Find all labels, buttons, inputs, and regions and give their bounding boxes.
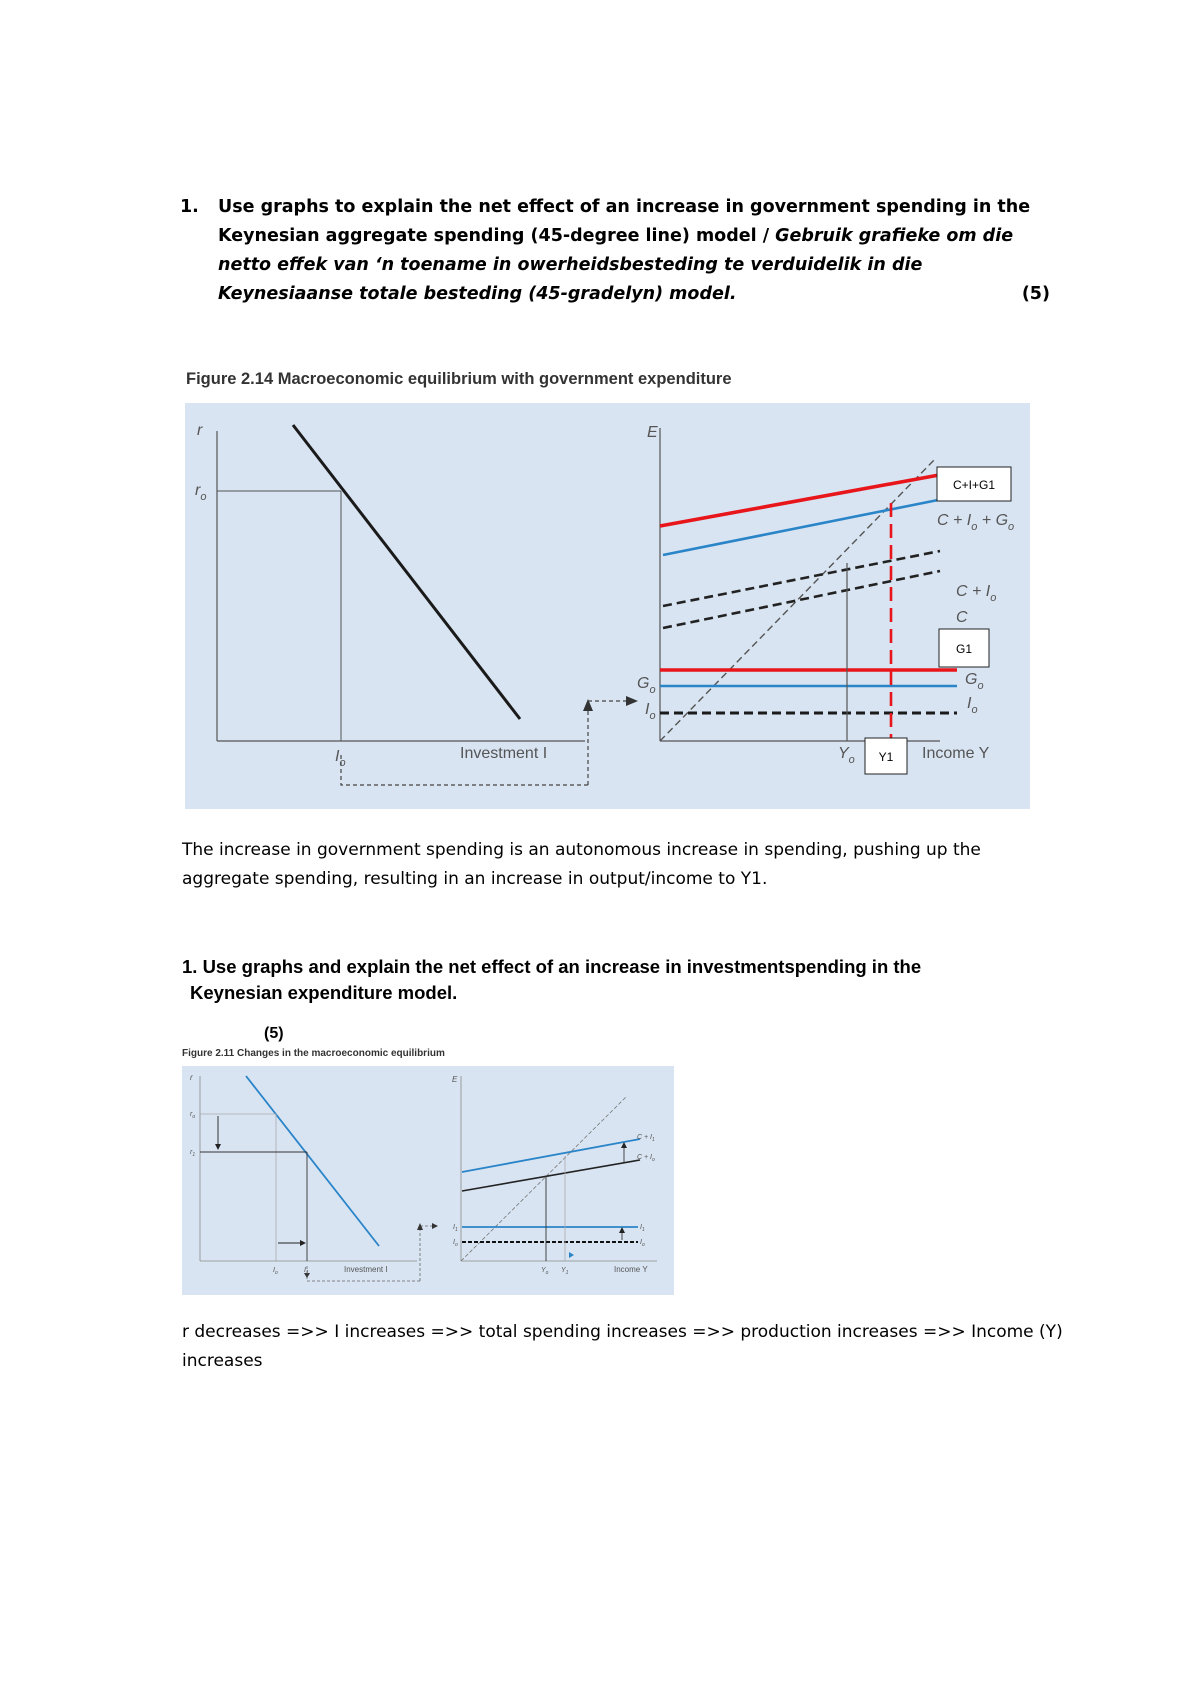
consumption-line-label: C	[956, 609, 968, 626]
expenditure-2-x-label: Income Y	[614, 1265, 648, 1274]
expenditure-x-label: Income Y	[922, 745, 990, 762]
investment-y-label: r	[197, 422, 203, 439]
y0-axis-label: $Y_o$	[838, 745, 855, 766]
question-1-number: 1.	[180, 197, 199, 217]
y0-axis-label-2: $Y_o$	[541, 1267, 549, 1276]
c-plus-i0-plus-g0-line-label: $C + I_o + G_o$	[937, 512, 1015, 533]
question-1-text-afrikaans: Gebruik grafieke om die netto effek van ‘n toename in owerheidsbesteding te verduidelik in die Keynesiaanse totale besteding (45-gradelyn) model.	[218, 226, 1014, 304]
g1-annotation-box	[939, 629, 989, 667]
i0-axis-label: $I_o$	[645, 701, 656, 722]
i0-line-label-2: $I_o$	[640, 1239, 645, 1248]
answer-1-text: The increase in government spending is an autonomous increase in spending, pushing up the aggregate spending, resulting in an increase in output/income to Y1.	[182, 840, 981, 889]
i0-axis-label-2: $I_o$	[453, 1239, 458, 1248]
figure-2-title: Figure 2.11 Changes in the macroeconomic equilibrium	[182, 1048, 445, 1059]
y1-box-label: Y1	[878, 750, 894, 764]
figure-1-graph	[185, 403, 1030, 809]
investment-x-label: Investment I	[460, 745, 548, 762]
figure-2-graph	[182, 1066, 674, 1295]
i0-line-label: $I_o$	[967, 695, 978, 716]
figure-1-title: Figure 2.14 Macroeconomic equilibrium with government expenditure	[186, 370, 732, 388]
y1-axis-label-2: $Y_1$	[561, 1267, 569, 1276]
r1-label: $r_1$	[190, 1149, 196, 1158]
y1-annotation-box	[865, 738, 907, 774]
r0-label-2: $r_o$	[190, 1111, 196, 1120]
expenditure-y-label: E	[647, 424, 658, 441]
i1-line-label: $I_1$	[640, 1224, 645, 1233]
i1-label: $I_1$	[304, 1267, 309, 1276]
r0-label: $r_o$	[195, 482, 207, 503]
c-plus-i1-line-label: $C + I_1$	[637, 1134, 655, 1143]
i1-axis-label: $I_1$	[453, 1224, 458, 1233]
g1-box-label: G1	[955, 642, 973, 656]
c-plus-i0-line-label: $C + I_o$	[956, 583, 997, 604]
question-1-marks: (5)	[1021, 284, 1050, 304]
investment-2-y-label: r	[190, 1073, 193, 1082]
c-plus-i0-line-label-2: $C + I_o$	[637, 1154, 655, 1163]
investment-2-x-label: Investment I	[344, 1265, 388, 1274]
question-2-line-1: 1. Use graphs and explain the net effect of an increase in investmentspending in the	[182, 956, 922, 977]
cig1-annotation-box	[937, 467, 1011, 501]
question-2-line-2: Keynesian expenditure model.	[190, 982, 458, 1003]
g0-line-label: $G_o$	[965, 671, 984, 692]
answer-2-text: r decreases =>> I increases =>> total spending increases =>> production increases =>> Income (Y) increases	[182, 1322, 1063, 1371]
question-2	[182, 954, 921, 1006]
i0-label: $I_o$	[335, 748, 346, 769]
question-1-text-english: Use graphs to explain the net effect of an increase in government spending in the Keynesian aggregate spending (45-degree line) model /	[218, 197, 1031, 246]
question-1	[180, 193, 1050, 309]
cig1-box-label: C+I+G1	[952, 478, 996, 492]
expenditure-2-y-label: E	[452, 1075, 458, 1084]
question-2-marks: (5)	[264, 1025, 284, 1042]
i0-label-2: $I_o$	[273, 1267, 278, 1276]
g0-axis-label: $G_o$	[637, 675, 656, 696]
